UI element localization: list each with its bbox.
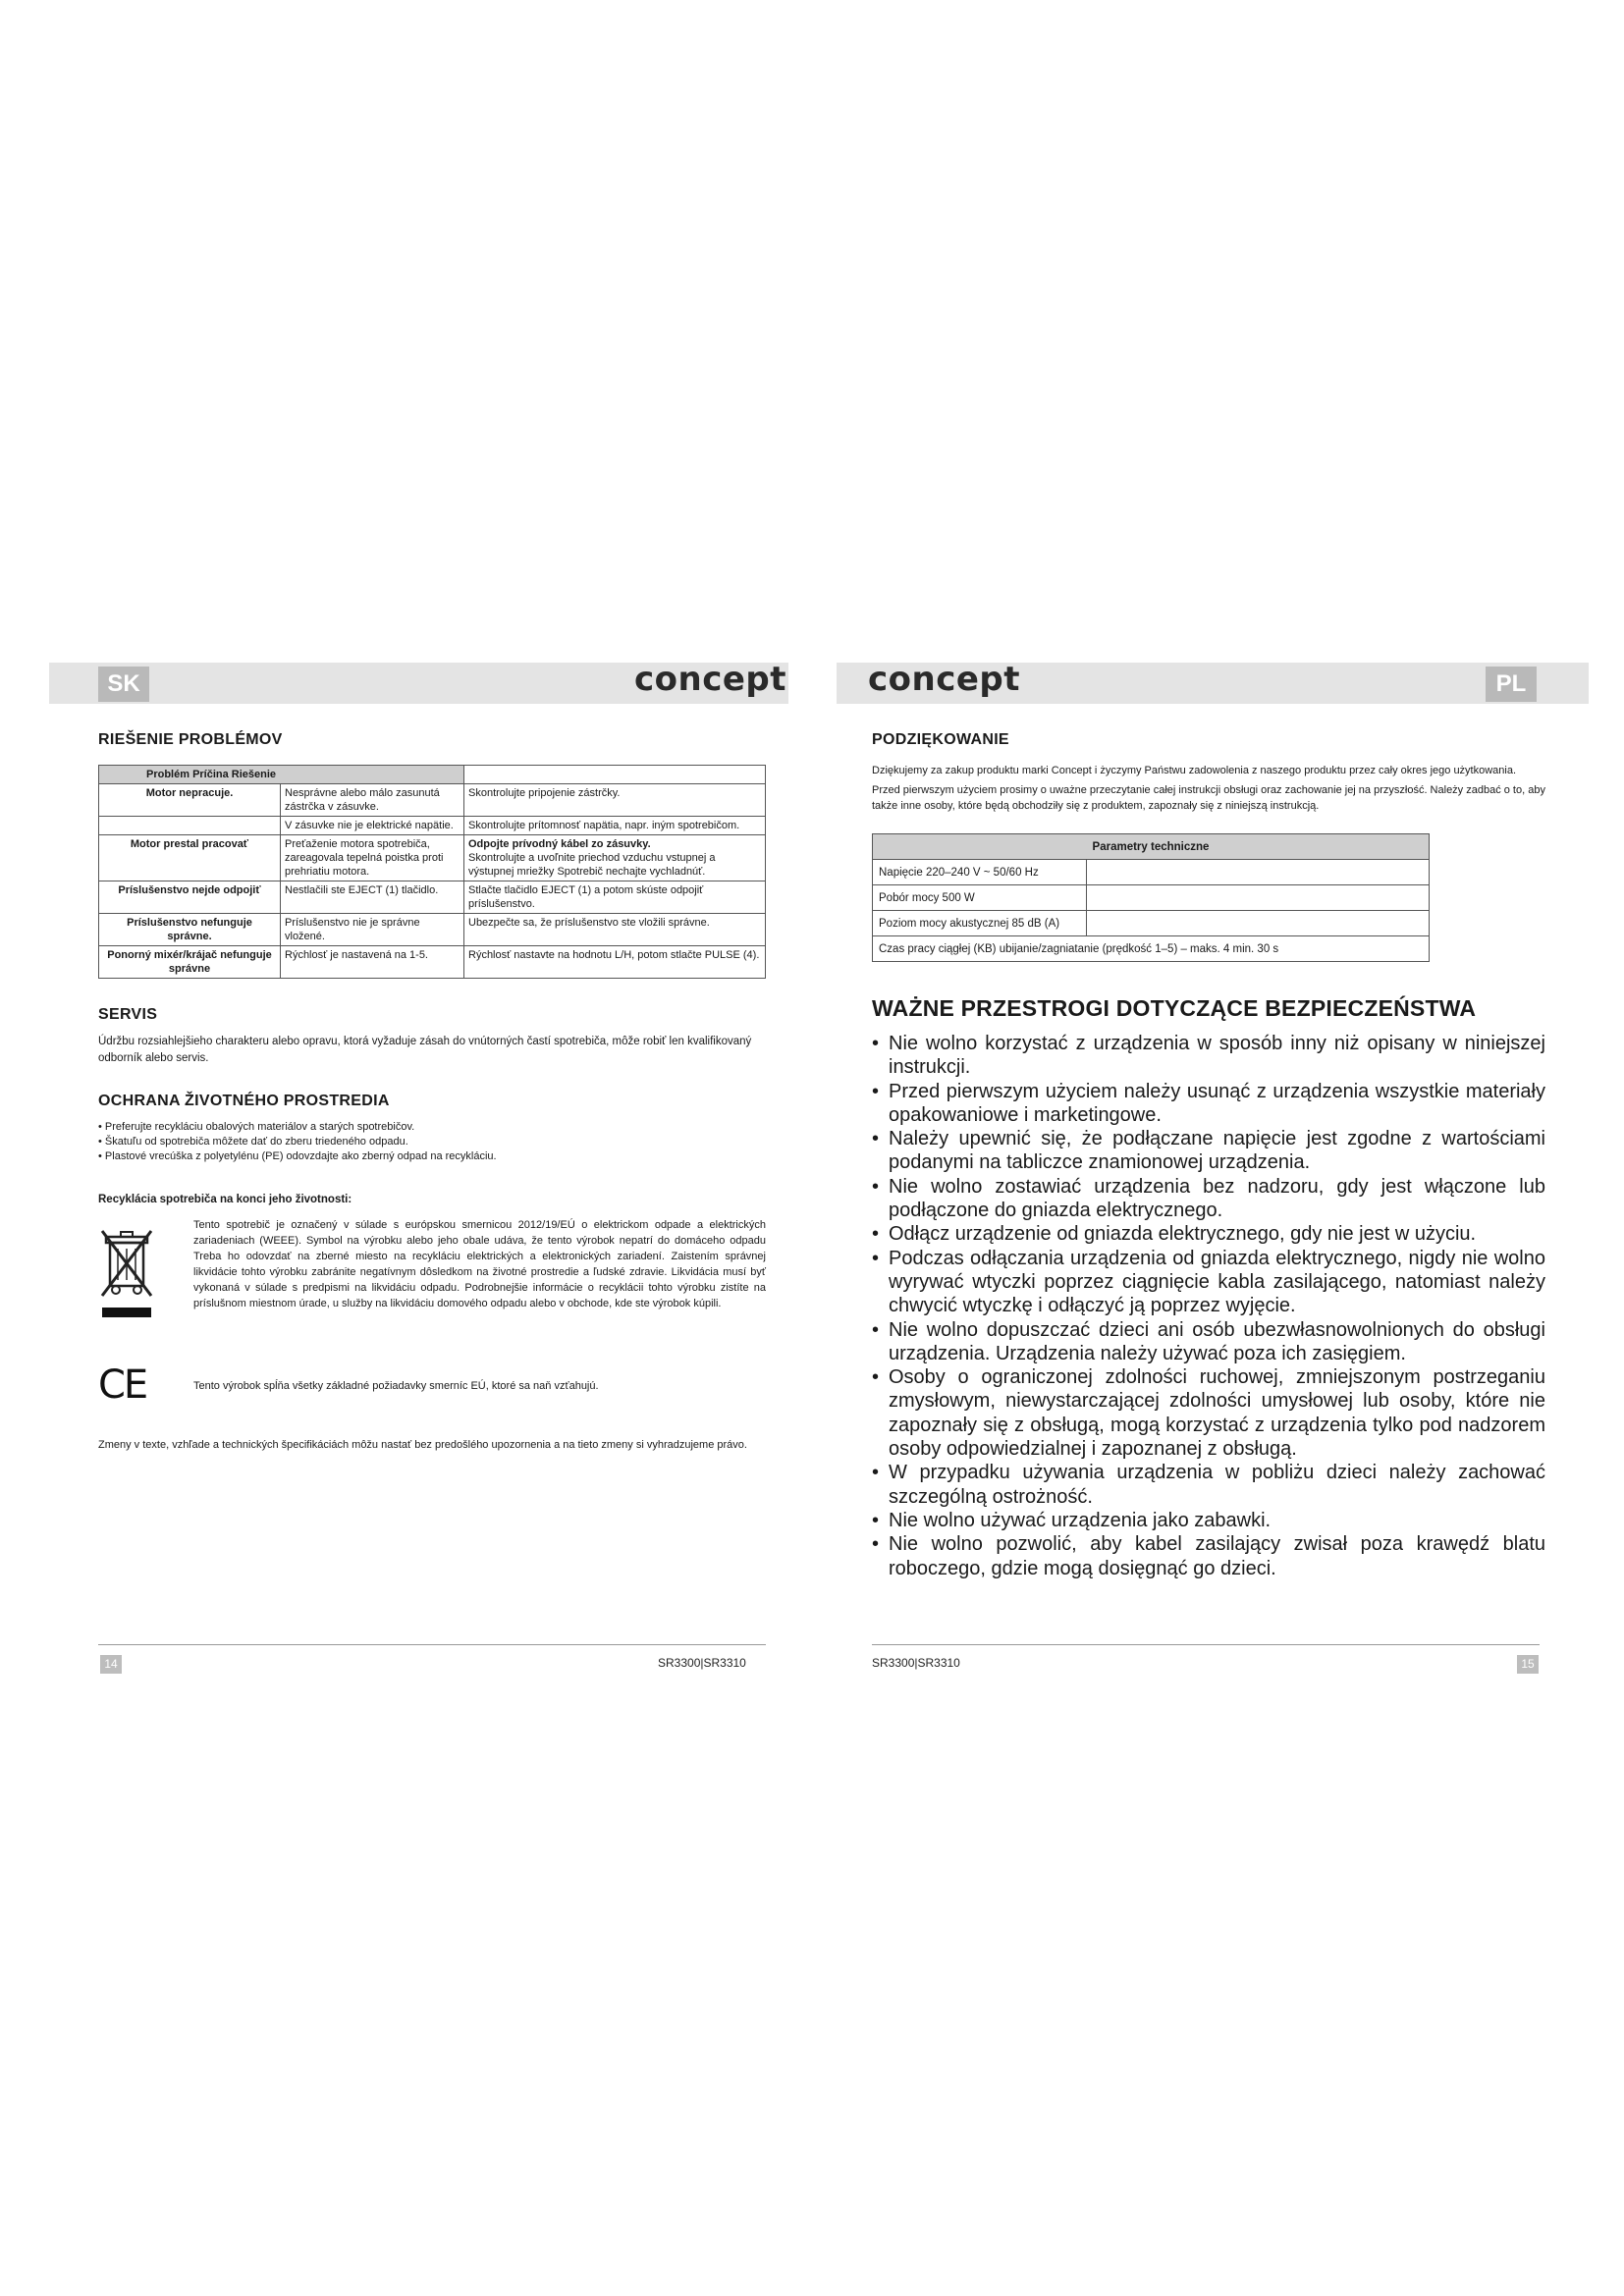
brand-logo-right: concept	[868, 660, 1021, 699]
list-item: • Przed pierwszym użyciem należy usunąć z urządzenia wszystkie materiały opakowaniowe i marketingowe.	[872, 1080, 1545, 1128]
ce-text: Tento výrobok spĺňa všetky základné požiadavky smerníc EÚ, ktoré sa naň vzťahujú.	[193, 1380, 599, 1392]
environment-title: OCHRANA ŽIVOTNÉHO PROSTREDIA	[98, 1093, 390, 1109]
table-row	[873, 860, 1430, 885]
table-header: Problém Príčina Riešenie	[99, 766, 464, 784]
language-badge-pl: PL	[1486, 667, 1537, 702]
service-title: SERVIS	[98, 1006, 158, 1023]
troubleshoot-table	[98, 765, 766, 979]
param-cell: Pobór mocy 500 W	[873, 885, 1087, 911]
weee-bin-icon	[100, 1229, 153, 1324]
params-title: Parametry techniczne	[873, 834, 1430, 860]
cause-cell: V zásuvke nie je elektrické napätie.	[281, 817, 464, 835]
cause-cell: Rýchlosť je nastavená na 1-5.	[281, 946, 464, 979]
cause-cell: Preťaženie motora spotrebiča, zareagovala tepelná poistka proti prehriatiu motora.	[281, 835, 464, 881]
model-label-left: SR3300|SR3310	[658, 1656, 746, 1670]
table-row	[99, 784, 766, 817]
environment-list	[98, 1120, 766, 1164]
page-sk	[98, 731, 766, 1454]
list-item: • Należy upewnić się, że podłączane napięcie jest zgodne z wartościami podanymi na tabliczce znamionowej urządzenia.	[872, 1127, 1545, 1175]
solution-cell: Stlačte tlačidlo EJECT (1) a potom skúste odpojiť príslušenstvo.	[464, 881, 766, 914]
footer-rule-right	[872, 1644, 1540, 1645]
table-row	[99, 817, 766, 835]
solution-cell: Ubezpečte sa, že príslušenstvo ste vložili správne.	[464, 914, 766, 946]
table-row	[99, 835, 766, 881]
page-pl	[872, 731, 1545, 1580]
solution-bold-text: Odpojte prívodný kábel zo zásuvky.	[468, 838, 651, 850]
list-item: • Odłącz urządzenie od gniazda elektrycznego, gdy nie jest w użyciu.	[872, 1222, 1545, 1246]
problem-cell: Príslušenstvo nefunguje správne.	[99, 914, 281, 946]
page-number-left: 14	[100, 1655, 122, 1674]
technical-params-table	[872, 833, 1430, 962]
safety-warnings-title: WAŻNE PRZESTROGI DOTYCZĄCE BEZPIECZEŃSTWA	[872, 995, 1477, 1021]
problem-cell: Motor nepracuje.	[99, 784, 281, 817]
recycling-block	[98, 1217, 766, 1355]
solution-cell: Skontrolujte prítomnosť napätia, napr. iným spotrebičom.	[464, 817, 766, 835]
list-item: • Nie wolno pozwolić, aby kabel zasilający zwisał poza krawędź blatu roboczego, gdzie mogą dosięgnąć go dzieci.	[872, 1532, 1545, 1580]
table-row	[873, 885, 1430, 911]
changes-text: Zmeny v texte, vzhľade a technických špecifikáciách môžu nastať bez predošlého upozornenia a na tieto zmeny si vyhradzujeme právo.	[98, 1439, 747, 1451]
language-badge-sk: SK	[98, 667, 149, 702]
problem-cell: Príslušenstvo nejde odpojiť	[99, 881, 281, 914]
service-text: Údržbu rozsiahlejšieho charakteru alebo opravu, ktorá vyžaduje zásah do vnútorných častí spotrebiča, môže robiť len kvalifikovaný odborník alebo servis.	[98, 1036, 752, 1064]
list-item: • Nie wolno korzystać z urządzenia w sposób inny niż opisany w niniejszej instrukcji.	[872, 1032, 1545, 1080]
solution-cell: Skontrolujte pripojenie zástrčky.	[464, 784, 766, 817]
param-cell: Czas pracy ciągłej (KB) ubijanie/zagniatanie (prędkość 1–5) – maks. 4 min. 30 s	[873, 936, 1430, 962]
list-item: • Nie wolno dopuszczać dzieci ani osób ubezwłasnowolnionych do obsługi urządzenia. Urządzenia należy używać poza ich zasięgiem.	[872, 1318, 1545, 1366]
thanks-title: PODZIĘKOWANIE	[872, 731, 1009, 748]
thanks-paragraph-1: Dziękujemy za zakup produktu marki Concept i życzymy Państwu zadowolenia z naszego produktu przez cały okres jego użytkowania.	[872, 765, 1517, 776]
solution-cell	[464, 835, 766, 881]
param-cell: Napięcie 220–240 V ~ 50/60 Hz	[873, 860, 1087, 885]
recycling-text: Tento spotrebič je označený v súlade s európskou smernicou 2012/19/EÚ o elektrickom odpade a elektrických zariadeniach (WEEE). Symbol na výrobku alebo jeho obale udáva, že tento výrobok nepatrí do domáceho odpadu Treba ho odovzdať na zberné miesto na recykláciu elektrických a elektronických zariadení. Zaistením správnej likvidácie tohto výrobku zabránite negatívnym dôsledkom na životné prostredie a ľudské zdravie. Likvidácia musí byť vykonaná v súlade s predpismi na likvidáciu odpadu. Podrobnejšie informácie o recyklácii tohto výrobku zistíte na príslušnom miestnom úrade, u služby na likvidáciu domového odpadu alebo v obchode, kde ste výrobok kúpili.	[193, 1219, 766, 1309]
table-row	[99, 914, 766, 946]
cause-cell: Nesprávne alebo málo zasunutá zástrčka v zásuvke.	[281, 784, 464, 817]
ce-block	[98, 1362, 766, 1414]
list-item: • Osoby o ograniczonej zdolności ruchowej, zmniejszonym postrzeganiu zmysłowym, niewystarczającej zdolności umysłowej lub osoby, które nie zapoznały się z obsługą, mogą korzystać z urządzenia tylko pod nadzorem osoby odpowiedzialnej i zapoznanej z obsługą.	[872, 1365, 1545, 1461]
recycling-title: Recyklácia spotrebiča na konci jeho životnosti:	[98, 1194, 352, 1205]
troubleshoot-title: RIEŠENIE PROBLÉMOV	[98, 731, 283, 748]
table-row	[99, 881, 766, 914]
list-item: • Preferujte recykláciu obalových materiálov a starých spotrebičov.	[98, 1120, 766, 1135]
problem-cell	[99, 817, 281, 835]
model-label-right: SR3300|SR3310	[872, 1656, 960, 1670]
ce-mark-icon: CE	[98, 1362, 147, 1408]
param-cell: Poziom mocy akustycznej 85 dB (A)	[873, 911, 1087, 936]
cause-cell: Príslušenstvo nie je správne vložené.	[281, 914, 464, 946]
safety-warnings-list	[872, 1032, 1545, 1580]
thanks-paragraph-2: Przed pierwszym użyciem prosimy o uważne przeczytanie całej instrukcji obsługi oraz zachowanie jej na przyszłość. Należy zadbać o to, aby także inne osoby, które będą obchodziły się z produktem, zapoznały się z niniejszą instrukcją.	[872, 784, 1545, 812]
list-item: • Nie wolno zostawiać urządzenia bez nadzoru, gdy jest włączone lub podłączone do gniazda elektrycznego.	[872, 1175, 1545, 1223]
table-row	[873, 936, 1430, 962]
brand-logo-left: concept	[634, 660, 787, 699]
params-header-row	[873, 834, 1430, 860]
list-item: • Škatuľu od spotrebiča môžete dať do zberu triedeného odpadu.	[98, 1135, 766, 1149]
footer-rule-left	[98, 1644, 766, 1645]
table-row	[873, 911, 1430, 936]
problem-cell: Motor prestal pracovať	[99, 835, 281, 881]
list-item: • Podczas odłączania urządzenia od gniazda elektrycznego, nigdy nie wolno wyrywać wtyczki poprzez ciągnięcie kabla zasilającego, natomiast należy chwycić wtyczkę i odłączyć ją poprzez wyjęcie.	[872, 1247, 1545, 1318]
solution-cell: Rýchlosť nastavte na hodnotu L/H, potom stlačte PULSE (4).	[464, 946, 766, 979]
cause-cell: Nestlačili ste EJECT (1) tlačidlo.	[281, 881, 464, 914]
list-item: • Nie wolno używać urządzenia jako zabawki.	[872, 1509, 1545, 1532]
list-item: • W przypadku używania urządzenia w pobliżu dzieci należy zachować szczególną ostrożność.	[872, 1461, 1545, 1509]
table-header-row	[99, 766, 766, 784]
table-row	[99, 946, 766, 979]
problem-cell: Ponorný mixér/krájač nefunguje správne	[99, 946, 281, 979]
page-number-right: 15	[1517, 1655, 1539, 1674]
list-item: • Plastové vrecúška z polyetylénu (PE) odovzdajte ako zberný odpad na recykláciu.	[98, 1149, 766, 1164]
solution-text: Skontrolujte a uvoľnite priechod vzduchu vstupnej a výstupnej mriežky Spotrebič nechajte vychladnúť.	[468, 852, 716, 878]
